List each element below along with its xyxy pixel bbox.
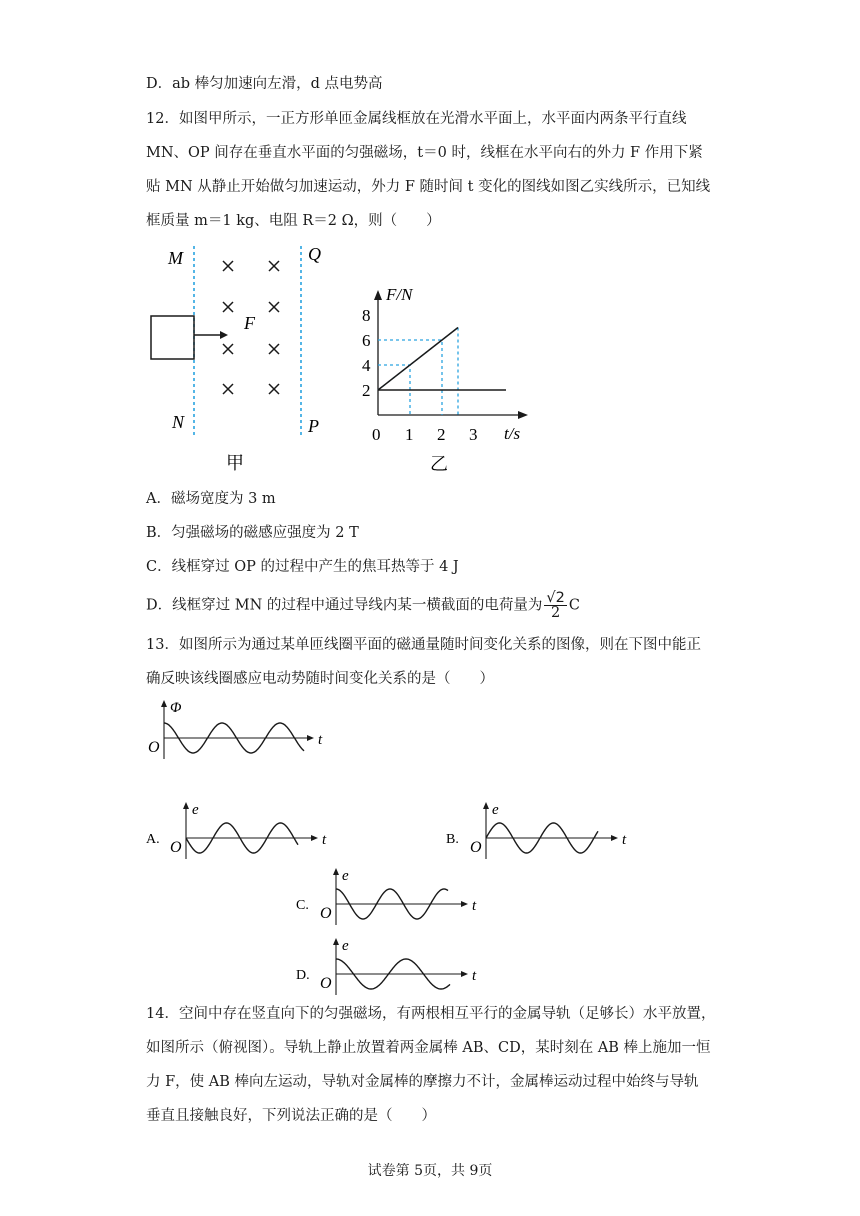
q12-option-c: C．线框穿过 OP 的过程中产生的焦耳热等于 4 J bbox=[146, 559, 459, 575]
page-footer: 试卷第 5页，共 9页 bbox=[367, 1163, 493, 1179]
x-tick-label: 0 bbox=[372, 425, 381, 444]
origin-label: O bbox=[320, 905, 332, 922]
y-axis-label: F/N bbox=[386, 285, 413, 304]
q12-figure-jia bbox=[140, 240, 340, 480]
x-tick-label: 1 bbox=[405, 425, 414, 444]
x-tick-label: 2 bbox=[437, 425, 446, 444]
q14-stem-line-2: 如图所示（俯视图）。导轨上静止放置着两金属棒 AB、CD，某时刻在 AB 棒上施加一恒 bbox=[146, 1040, 711, 1056]
square-coil bbox=[151, 316, 194, 359]
label-n: N bbox=[172, 412, 185, 432]
q13-option-b-graph bbox=[440, 800, 640, 860]
q11-option-d: D．ab 棒匀加速向左滑，d 点电势高 bbox=[146, 76, 383, 92]
charge-fraction: $\frac{√2}{2}$ bbox=[546, 590, 565, 621]
q12-option-b: B．匀强磁场的磁感应强度为 2 T bbox=[146, 525, 359, 541]
q12-stem-line-1: 12．如图甲所示，一正方形单匝金属线框放在光滑水平面上，水平面内两条平行直线 bbox=[146, 111, 687, 127]
origin-label: O bbox=[148, 739, 160, 756]
option-label: A. bbox=[146, 832, 160, 847]
x-axis-label: t bbox=[318, 732, 323, 748]
label-q: Q bbox=[308, 244, 321, 264]
caption-yi: 乙 bbox=[430, 454, 448, 475]
y-axis-label: e bbox=[342, 938, 349, 954]
q13-option-a-graph bbox=[140, 800, 340, 860]
q14-stem-line-3: 力 F，使 AB 棒向左运动，导轨对金属棒的摩擦力不计，金属棒运动过程中始终与导轨 bbox=[146, 1074, 699, 1090]
y-axis-label: e bbox=[342, 868, 349, 884]
option-label: B. bbox=[446, 832, 459, 847]
q12-option-d: D．线框穿过 MN 的过程中通过导线内某一横截面的电荷量为 $\frac{√2}{2}$ C bbox=[146, 590, 580, 621]
x-axis-label: t bbox=[472, 968, 477, 984]
q14-stem-line-1: 14．空间中存在竖直向下的匀强磁场，有两根相互平行的金属导轨（足够长）水平放置， bbox=[146, 1006, 716, 1022]
q14-stem-line-4: 垂直且接触良好，下列说法正确的是（ ） bbox=[146, 1108, 436, 1124]
y-tick-label: 6 bbox=[362, 331, 371, 350]
q13-stem-line-2: 确反映该线圈感应电动势随时间变化关系的是（ ） bbox=[146, 671, 494, 687]
q13-option-c-graph bbox=[290, 866, 490, 926]
x-tick-label: 3 bbox=[469, 425, 478, 444]
y-tick-label: 2 bbox=[362, 381, 371, 400]
q12-figure-yi-graph bbox=[360, 280, 540, 480]
y-tick-label: 8 bbox=[362, 306, 371, 325]
y-axis-label: e bbox=[192, 802, 199, 818]
q13-option-d-graph bbox=[290, 936, 490, 996]
q12-option-d-text: D．线框穿过 MN 的过程中通过导线内某一横截面的电荷量为 bbox=[146, 597, 543, 614]
label-f: F bbox=[244, 313, 255, 333]
origin-label: O bbox=[470, 839, 482, 856]
x-axis-label: t bbox=[622, 832, 627, 848]
y-axis-label: e bbox=[492, 802, 499, 818]
label-p: P bbox=[308, 416, 319, 436]
q13-flux-graph bbox=[140, 698, 330, 768]
x-axis-label: t bbox=[472, 898, 477, 914]
q12-stem-line-2: MN、OP 间存在垂直水平面的匀强磁场，t＝0 时，线框在水平向右的外力 F 作用下紧 bbox=[146, 145, 703, 161]
y-axis-label: Φ bbox=[170, 700, 182, 716]
caption-jia: 甲 bbox=[226, 453, 244, 474]
option-label: D. bbox=[296, 968, 310, 983]
origin-label: O bbox=[170, 839, 182, 856]
x-axis-label: t bbox=[322, 832, 327, 848]
q12-stem-line-4: 框质量 m＝1 kg、电阻 R＝2 Ω，则（ ） bbox=[146, 213, 441, 229]
series-line-0 bbox=[378, 328, 458, 391]
q12-stem-line-3: 贴 MN 从静止开始做匀加速运动，外力 F 随时间 t 变化的图线如图乙实线所示，已知线 bbox=[146, 179, 711, 195]
option-label: C. bbox=[296, 898, 309, 913]
q13-stem-line-1: 13．如图所示为通过某单匝线圈平面的磁通量随时间变化关系的图像，则在下图中能正 bbox=[146, 637, 701, 653]
origin-label: O bbox=[320, 975, 332, 992]
x-axis-label: t/s bbox=[504, 424, 521, 443]
q12-option-a: A．磁场宽度为 3 m bbox=[146, 491, 276, 507]
label-m: M bbox=[168, 248, 183, 268]
y-tick-label: 4 bbox=[362, 356, 371, 375]
